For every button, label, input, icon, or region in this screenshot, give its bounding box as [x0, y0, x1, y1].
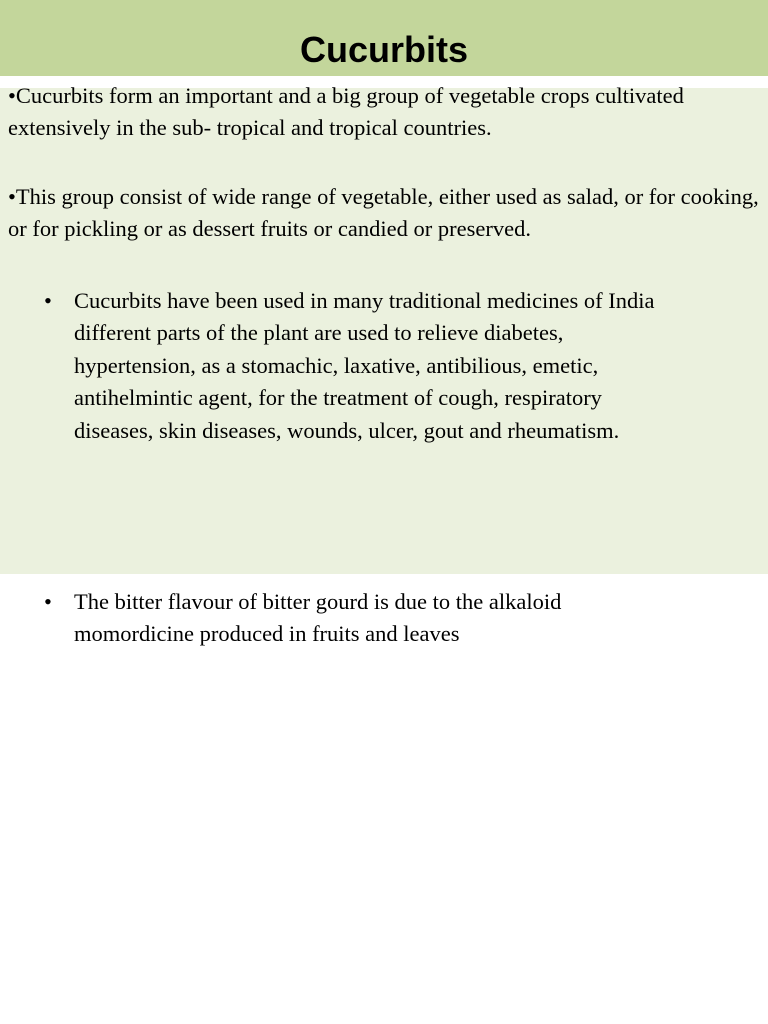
- intro-paragraph: •Cucurbits form an important and a big group of vegetable crops cultivated extensively in the sub- tropical and tropical countries.: [8, 83, 684, 140]
- bullet-text: The bitter flavour of bitter gourd is due to the alkaloid momordicine produced in fruits and leaves: [74, 589, 562, 647]
- range-paragraph: •This group consist of wide range of vegetable, either used as salad, or for cooking, or for pickling or as dessert fruits or candied or preserved.: [8, 184, 759, 241]
- bullet-marker: •: [44, 288, 52, 313]
- bullet-text: Cucurbits have been used in many traditional medicines of India different parts of the plant are used to relieve diabetes, hypertension, as a stomachic, laxative, antibilious, emetic, antihelmintic agent, for the treatment of cough, respiratory diseases, skin diseases, wounds, ulcer, gout and rheumatism.: [74, 288, 655, 443]
- page-title: Cucurbits: [299, 29, 468, 70]
- bullet-marker: •: [44, 589, 52, 614]
